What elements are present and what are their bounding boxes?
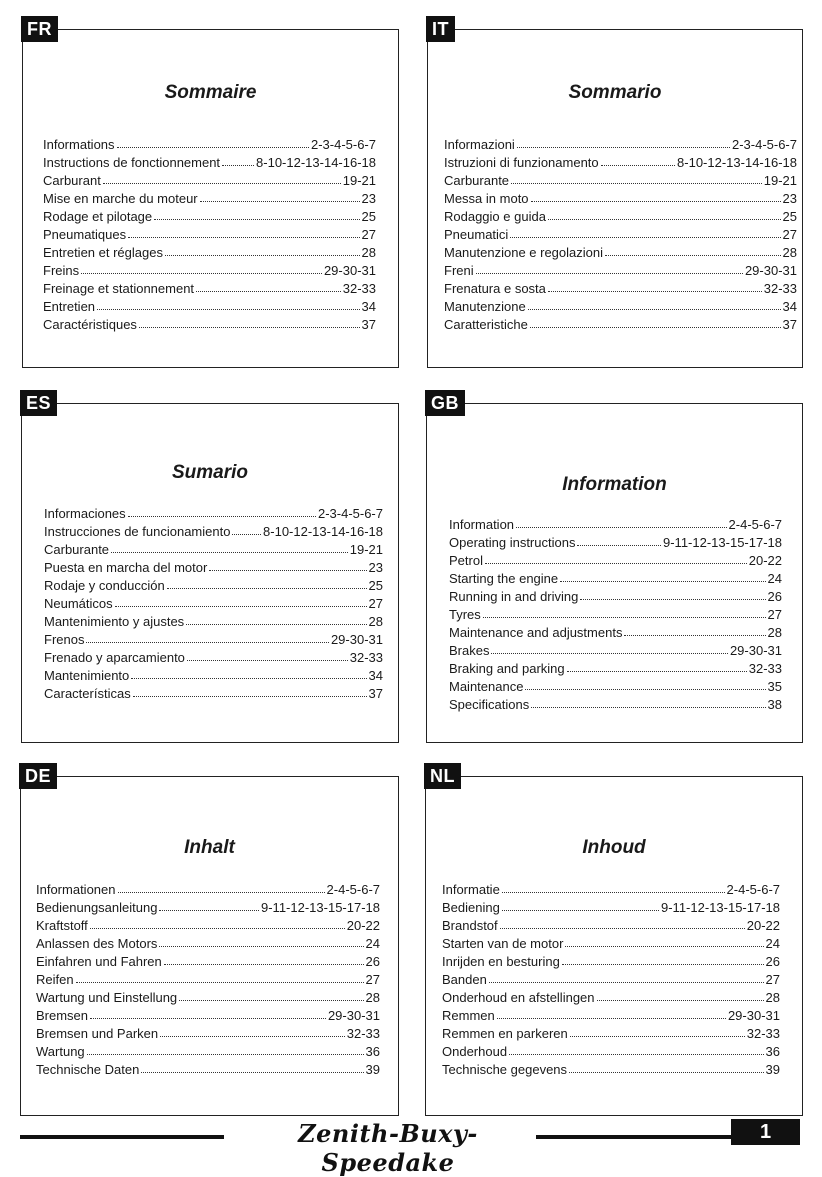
toc-entry-page: 2-4-5-6-7 (726, 882, 780, 897)
toc-entry (44, 559, 383, 577)
toc-entry-label: Kraftstoff (36, 918, 88, 933)
toc-entry-label: Mise en marche du moteur (43, 191, 198, 206)
toc-entry-label: Carburante (44, 542, 110, 557)
dot-leader (548, 280, 762, 292)
toc-entry-page: 29-30-31 (323, 263, 376, 278)
toc-entry-page: 27 (361, 227, 376, 242)
toc-entry-label: Freins (43, 263, 80, 278)
toc-entry (449, 516, 782, 534)
toc-entry (442, 1007, 780, 1025)
toc-entry-label: Maintenance (449, 679, 524, 694)
section-title: Information (562, 474, 667, 495)
toc-entry-label: Bedienungsanleitung (36, 900, 158, 915)
section-title: Inhalt (184, 837, 235, 858)
toc-entry-label: Bremsen und Parken (36, 1026, 159, 1041)
toc-entry-page: 9-11-12-13-15-17-18 (261, 900, 380, 915)
dot-leader (605, 244, 781, 256)
dot-leader (164, 953, 364, 965)
section-es (21, 393, 399, 743)
toc-entry-label: Einfahren und Fahren (36, 954, 162, 969)
toc-entry-label: Petrol (449, 553, 483, 568)
toc-entry (43, 280, 376, 298)
toc-entry (43, 262, 376, 280)
toc-entry (444, 172, 797, 190)
dot-leader (131, 667, 366, 679)
section-de (20, 766, 399, 1116)
toc-entry-page: 36 (365, 1044, 380, 1059)
toc-entry (444, 208, 797, 226)
section-gb (426, 393, 803, 743)
brand-wordmark: Zenith-Buxy-Speedake (298, 1119, 478, 1177)
toc-entry (44, 523, 383, 541)
toc-entry (36, 917, 380, 935)
toc-entry (43, 316, 376, 334)
dot-leader (159, 899, 259, 911)
dot-leader (530, 316, 781, 328)
toc-entry (449, 642, 782, 660)
dot-leader (97, 298, 359, 310)
dot-leader (570, 1025, 745, 1037)
toc-entry-label: Braking and parking (449, 661, 565, 676)
toc-entry (449, 534, 782, 552)
language-tag: ES (20, 390, 57, 416)
toc-entry (44, 577, 383, 595)
toc-entry-page: 27 (365, 972, 380, 987)
toc-entry (44, 613, 383, 631)
toc-entry-label: Maintenance and adjustments (449, 625, 623, 640)
toc-entry (36, 989, 380, 1007)
dot-leader (502, 881, 725, 893)
toc-entry-page: 2-4-5-6-7 (728, 517, 782, 532)
language-tag: NL (424, 763, 461, 789)
toc-entry-label: Frenatura e sosta (444, 281, 546, 296)
toc-entry-page: 39 (765, 1062, 780, 1077)
toc-list (43, 136, 376, 334)
toc-entry-label: Instrucciones de funcionamiento (44, 524, 231, 539)
dot-leader (517, 136, 730, 148)
dot-leader (476, 262, 743, 274)
section-fr (22, 19, 399, 368)
toc-entry-page: 32-33 (763, 281, 797, 296)
toc-entry-label: Onderhoud en afstellingen (442, 990, 595, 1005)
toc-entry-label: Rodaggio e guida (444, 209, 546, 224)
dot-leader (516, 516, 726, 528)
toc-entry (43, 298, 376, 316)
toc-list (449, 516, 782, 714)
toc-entry-label: Starten van de motor (442, 936, 564, 951)
footer-rule-left (20, 1135, 224, 1139)
toc-entry-page: 2-3-4-5-6-7 (310, 137, 376, 152)
toc-entry (449, 606, 782, 624)
toc-list (44, 505, 383, 703)
toc-entry (36, 935, 380, 953)
toc-entry-page: 25 (368, 578, 383, 593)
toc-entry (442, 881, 780, 899)
dot-leader (483, 606, 766, 618)
toc-entry-page: 19-21 (349, 542, 383, 557)
dot-leader (569, 1061, 764, 1073)
toc-entry-page: 19-21 (763, 173, 797, 188)
toc-entry (449, 588, 782, 606)
dot-leader (509, 1043, 763, 1055)
toc-entry-label: Remmen (442, 1008, 495, 1023)
toc-entry-label: Operating instructions (449, 535, 576, 550)
dot-leader (133, 685, 367, 697)
toc-entry (442, 899, 780, 917)
toc-entry-page: 9-11-12-13-15-17-18 (663, 535, 782, 550)
toc-entry-label: Manutenzione (444, 299, 526, 314)
toc-entry (36, 1007, 380, 1025)
toc-entry-page: 28 (767, 625, 782, 640)
toc-entry-page: 34 (782, 299, 797, 314)
toc-entry-label: Informatie (442, 882, 500, 897)
toc-entry-page: 27 (765, 972, 780, 987)
dot-leader (111, 541, 348, 553)
toc-entry-page: 29-30-31 (327, 1008, 380, 1023)
toc-entry-label: Frenado y aparcamiento (44, 650, 185, 665)
toc-entry (444, 154, 797, 172)
toc-entry-page: 8-10-12-13-14-16-18 (677, 155, 797, 170)
dot-leader (186, 613, 366, 625)
dot-leader (160, 1025, 345, 1037)
dot-leader (90, 1007, 326, 1019)
toc-entry-page: 2-4-5-6-7 (326, 882, 380, 897)
toc-entry (449, 696, 782, 714)
toc-entry-page: 28 (361, 245, 376, 260)
dot-leader (154, 208, 359, 220)
dot-leader (86, 631, 328, 643)
footer-rule-right (536, 1135, 732, 1139)
toc-entry (442, 1025, 780, 1043)
dot-leader (485, 552, 747, 564)
dot-leader (497, 1007, 726, 1019)
dot-leader (580, 588, 765, 600)
toc-entry (43, 244, 376, 262)
toc-entry-label: Informaciones (44, 506, 126, 521)
toc-entry-label: Bremsen (36, 1008, 89, 1023)
dot-leader (128, 226, 359, 238)
toc-entry-label: Neumáticos (44, 596, 113, 611)
toc-entry (444, 244, 797, 262)
toc-entry-page: 32-33 (342, 281, 376, 296)
dot-leader (489, 971, 764, 983)
dot-leader (117, 136, 309, 148)
toc-entry-page: 23 (368, 560, 383, 575)
toc-entry-page: 32-33 (349, 650, 383, 665)
dot-leader (139, 316, 360, 328)
toc-entry-label: Carburant (43, 173, 101, 188)
toc-entry-label: Anlassen des Motors (36, 936, 158, 951)
toc-entry-label: Mantenimiento y ajustes (44, 614, 185, 629)
toc-entry-label: Puesta en marcha del motor (44, 560, 208, 575)
dot-leader (103, 172, 341, 184)
toc-entry-page: 20-22 (346, 918, 380, 933)
toc-entry-label: Specifications (449, 697, 530, 712)
toc-entry-label: Reifen (36, 972, 74, 987)
dot-leader (567, 660, 747, 672)
toc-entry-page: 34 (361, 299, 376, 314)
toc-entry (44, 649, 383, 667)
toc-list (444, 136, 797, 334)
dot-leader (141, 1061, 363, 1073)
toc-entry-label: Running in and driving (449, 589, 579, 604)
toc-entry-page: 24 (365, 936, 380, 951)
dot-leader (491, 642, 727, 654)
toc-entry-page: 8-10-12-13-14-16-18 (263, 524, 383, 539)
page-number: 1 (731, 1119, 800, 1145)
toc-entry-label: Rodaje y conducción (44, 578, 165, 593)
toc-entry-page: 24 (765, 936, 780, 951)
toc-entry (442, 935, 780, 953)
toc-entry (449, 660, 782, 678)
dot-leader (179, 989, 363, 1001)
toc-entry (442, 953, 780, 971)
toc-entry (36, 971, 380, 989)
dot-leader (118, 881, 325, 893)
toc-entry-page: 29-30-31 (330, 632, 383, 647)
toc-entry-label: Informazioni (444, 137, 515, 152)
dot-leader (565, 935, 763, 947)
toc-entry-label: Rodage et pilotage (43, 209, 153, 224)
toc-entry-page: 26 (765, 954, 780, 969)
dot-leader (502, 899, 659, 911)
dot-leader (511, 172, 762, 184)
toc-entry-page: 9-11-12-13-15-17-18 (661, 900, 780, 915)
toc-entry-page: 25 (361, 209, 376, 224)
toc-entry (444, 316, 797, 334)
toc-entry-page: 36 (765, 1044, 780, 1059)
toc-entry-page: 28 (782, 245, 797, 260)
toc-entry-page: 23 (361, 191, 376, 206)
toc-entry-label: Caractéristiques (43, 317, 137, 332)
section-title: Sommario (568, 82, 662, 103)
dot-leader (560, 570, 765, 582)
toc-entry (43, 172, 376, 190)
toc-entry-page: 39 (365, 1062, 380, 1077)
toc-entry-label: Manutenzione e regolazioni (444, 245, 603, 260)
toc-entry (43, 154, 376, 172)
toc-entry-page: 23 (782, 191, 797, 206)
toc-entry (449, 624, 782, 642)
toc-entry (442, 989, 780, 1007)
toc-entry-label: Características (44, 686, 131, 701)
toc-entry (444, 262, 797, 280)
toc-entry-page: 37 (782, 317, 797, 332)
toc-entry (442, 1043, 780, 1061)
toc-entry-page: 29-30-31 (744, 263, 797, 278)
section-title: Sommaire (164, 82, 257, 103)
toc-entry (36, 1025, 380, 1043)
dot-leader (196, 280, 341, 292)
toc-entry-page: 38 (767, 697, 782, 712)
toc-entry-label: Wartung und Einstellung (36, 990, 178, 1005)
toc-entry-page: 28 (368, 614, 383, 629)
dot-leader (510, 226, 780, 238)
toc-entry (43, 208, 376, 226)
dot-leader (601, 154, 675, 166)
dot-leader (200, 190, 360, 202)
language-tag: IT (426, 16, 455, 42)
toc-entry-page: 32-33 (748, 661, 782, 676)
toc-entry (449, 570, 782, 588)
toc-entry (44, 685, 383, 703)
dot-leader (222, 154, 254, 166)
toc-entry-label: Caratteristiche (444, 317, 528, 332)
toc-entry (444, 280, 797, 298)
toc-entry (43, 226, 376, 244)
language-tag: GB (425, 390, 465, 416)
dot-leader (548, 208, 781, 220)
toc-entry (43, 136, 376, 154)
dot-leader (165, 244, 360, 256)
toc-entry (44, 505, 383, 523)
toc-entry-label: Entretien (43, 299, 96, 314)
dot-leader (562, 953, 764, 965)
dot-leader (624, 624, 765, 636)
toc-entry (44, 595, 383, 613)
toc-entry (444, 226, 797, 244)
toc-entry (442, 917, 780, 935)
toc-entry-label: Bediening (442, 900, 500, 915)
toc-entry-label: Brandstof (442, 918, 498, 933)
toc-entry-page: 32-33 (346, 1026, 380, 1041)
section-nl (425, 766, 803, 1116)
toc-entry-label: Pneumatiques (43, 227, 127, 242)
toc-entry (442, 1061, 780, 1079)
toc-entry (44, 541, 383, 559)
toc-entry (36, 953, 380, 971)
dot-leader (90, 917, 345, 929)
toc-entry-label: Information (449, 517, 515, 532)
toc-entry (444, 136, 797, 154)
toc-entry (444, 190, 797, 208)
toc-entry-page: 2-3-4-5-6-7 (731, 137, 797, 152)
toc-entry-page: 27 (782, 227, 797, 242)
dot-leader (209, 559, 366, 571)
toc-entry-label: Mantenimiento (44, 668, 130, 683)
toc-entry-label: Istruzioni di funzionamento (444, 155, 599, 170)
dot-leader (128, 505, 316, 517)
toc-entry-page: 28 (365, 990, 380, 1005)
toc-entry-page: 28 (765, 990, 780, 1005)
dot-leader (525, 678, 765, 690)
toc-entry-label: Freni (444, 263, 474, 278)
toc-entry-page: 26 (365, 954, 380, 969)
toc-entry-label: Brakes (449, 643, 490, 658)
toc-entry (36, 881, 380, 899)
dot-leader (81, 262, 322, 274)
toc-entry-label: Pneumatici (444, 227, 509, 242)
dot-leader (528, 298, 781, 310)
dot-leader (500, 917, 745, 929)
dot-leader (597, 989, 764, 1001)
dot-leader (115, 595, 367, 607)
toc-entry-page: 2-3-4-5-6-7 (317, 506, 383, 521)
toc-entry-label: Informations (43, 137, 115, 152)
toc-entry-page: 8-10-12-13-14-16-18 (256, 155, 376, 170)
toc-entry-page: 29-30-31 (729, 643, 782, 658)
dot-leader (531, 696, 765, 708)
toc-entry-page: 26 (767, 589, 782, 604)
toc-entry-page: 24 (767, 571, 782, 586)
dot-leader (87, 1043, 364, 1055)
toc-entry (44, 667, 383, 685)
toc-entry (43, 190, 376, 208)
section-title: Inhoud (582, 837, 646, 858)
toc-entry-page: 35 (767, 679, 782, 694)
language-tag: FR (21, 16, 58, 42)
toc-entry-page: 27 (368, 596, 383, 611)
section-it (427, 19, 803, 368)
toc-entry-page: 20-22 (748, 553, 782, 568)
toc-entry-label: Carburante (444, 173, 510, 188)
toc-entry (444, 298, 797, 316)
toc-entry-page: 32-33 (746, 1026, 780, 1041)
toc-entry-page: 19-21 (342, 173, 376, 188)
dot-leader (531, 190, 781, 202)
toc-entry-label: Messa in moto (444, 191, 529, 206)
toc-entry-label: Onderhoud (442, 1044, 508, 1059)
toc-entry-label: Instructions de fonctionnement (43, 155, 221, 170)
toc-entry-page: 25 (782, 209, 797, 224)
toc-entry-page: 37 (361, 317, 376, 332)
language-tag: DE (19, 763, 57, 789)
toc-entry-page: 27 (767, 607, 782, 622)
toc-list (442, 881, 780, 1079)
toc-entry-label: Starting the engine (449, 571, 559, 586)
toc-entry (36, 899, 380, 917)
toc-entry-label: Remmen en parkeren (442, 1026, 568, 1041)
dot-leader (232, 523, 261, 535)
toc-entry-page: 34 (368, 668, 383, 683)
toc-entry-label: Frenos (44, 632, 85, 647)
toc-entry (442, 971, 780, 989)
toc-entry-label: Technische Daten (36, 1062, 140, 1077)
toc-entry-page: 29-30-31 (727, 1008, 780, 1023)
toc-entry (44, 631, 383, 649)
dot-leader (159, 935, 363, 947)
dot-leader (577, 534, 661, 546)
toc-entry (36, 1043, 380, 1061)
dot-leader (76, 971, 364, 983)
dot-leader (167, 577, 367, 589)
toc-entry-label: Freinage et stationnement (43, 281, 195, 296)
toc-entry-label: Entretien et réglages (43, 245, 163, 260)
toc-entry-label: Banden (442, 972, 487, 987)
toc-list (36, 881, 380, 1079)
section-title: Sumario (171, 462, 249, 483)
toc-entry (449, 552, 782, 570)
toc-entry-label: Wartung (36, 1044, 85, 1059)
toc-entry (36, 1061, 380, 1079)
toc-entry-label: Informationen (36, 882, 116, 897)
toc-entry-label: Inrijden en besturing (442, 954, 560, 969)
toc-entry (449, 678, 782, 696)
toc-entry-label: Tyres (449, 607, 481, 622)
toc-entry-page: 37 (368, 686, 383, 701)
dot-leader (187, 649, 348, 661)
toc-entry-page: 20-22 (746, 918, 780, 933)
toc-entry-label: Technische gegevens (442, 1062, 568, 1077)
